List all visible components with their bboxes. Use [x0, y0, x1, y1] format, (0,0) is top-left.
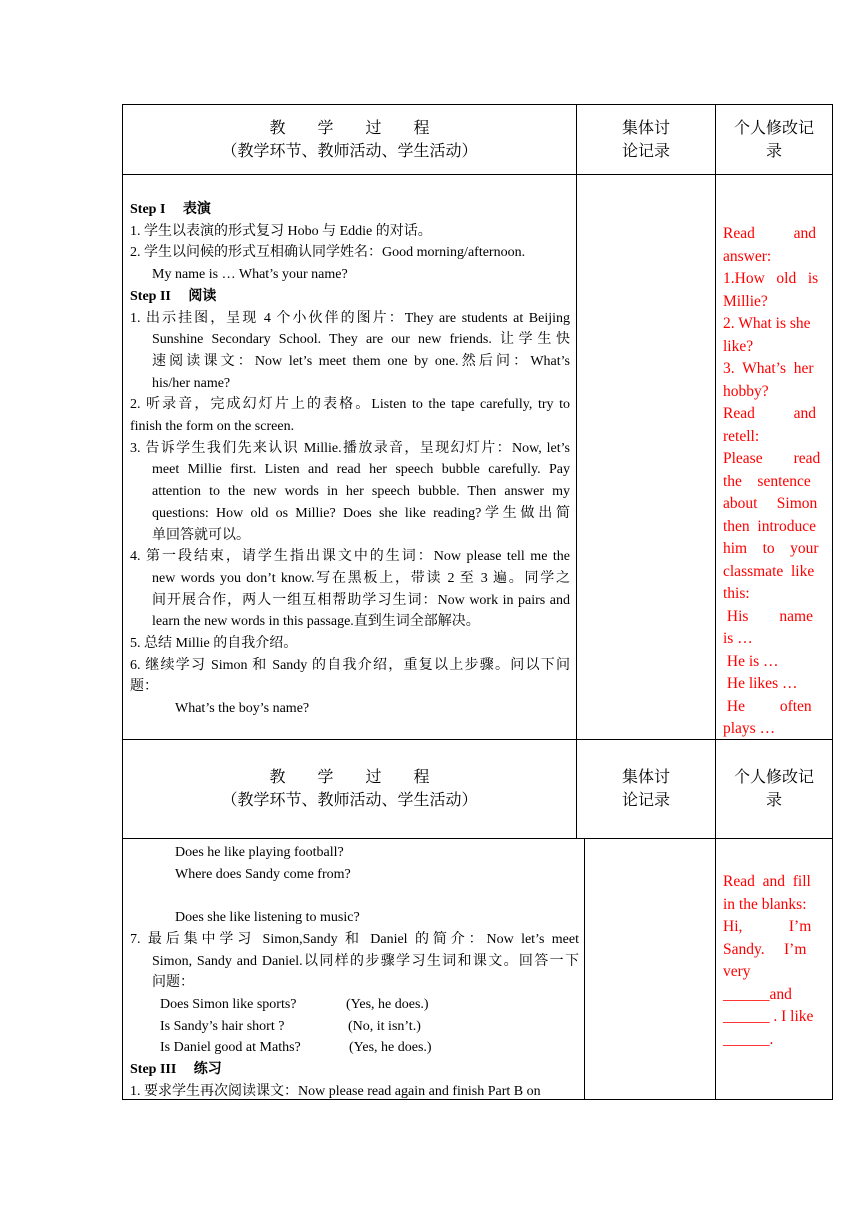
note-line: Millie?: [723, 292, 768, 310]
revision-label-line1: 个人修改记: [733, 769, 814, 786]
title-char: 学: [317, 769, 334, 786]
note-line: is …: [723, 630, 753, 647]
text-line: new words you don’t know.写在黑板上，带读 2 至 3 遍。同学之: [152, 570, 570, 586]
title-char: 过: [365, 769, 382, 786]
title-char: 教: [269, 120, 286, 137]
note-line: him to your: [723, 540, 819, 557]
step-title: 练习: [193, 1062, 222, 1078]
text-line: 问题：: [152, 975, 194, 991]
text-line: Where does Sandy come from?: [175, 866, 351, 882]
text-line: 2. 学生以问候的形式互相确认同学姓名：Good morning/afternoon.: [130, 245, 526, 261]
process-title: [123, 766, 576, 789]
note-line: answer:: [723, 247, 772, 265]
text-line: What’s the boy’s name?: [175, 701, 310, 717]
text-line: 6. 继续学习 Simon 和 Sandy 的自我介绍，重复以上步骤。问以下问: [130, 657, 570, 673]
qa-answer: (No, it isn’t.): [348, 1018, 421, 1034]
step1-heading: [130, 199, 570, 221]
note-line: He often: [723, 697, 812, 715]
discussion-label-line2: 论记录: [621, 143, 670, 160]
qa-row: [130, 994, 579, 1016]
title-char: 程: [413, 120, 430, 137]
text-line: 3. 告诉学生我们先来认识 Millie.播放录音，呈现幻灯片：Now, let’s: [130, 440, 570, 456]
text-line: finish the form on the screen.: [130, 419, 295, 435]
discussion-label-line1: 集体讨: [621, 120, 670, 137]
title-char: 学: [317, 120, 334, 137]
discussion-label-line1: 集体讨: [621, 769, 670, 786]
table2-header-divider: [122, 838, 833, 839]
step-label: Step III: [130, 1062, 177, 1078]
note-line: then introduce: [723, 517, 816, 535]
table1-header-revision: [716, 117, 832, 163]
qa-row: [130, 1037, 579, 1059]
step3-heading: [130, 1059, 579, 1081]
step-label: Step II: [130, 288, 171, 304]
table2-right-border: [832, 739, 833, 1100]
note-line: very: [723, 963, 751, 980]
text-line: Does she like listening to music?: [175, 910, 360, 926]
note-line: He likes …: [723, 675, 798, 692]
text-line: My name is … What’s your name?: [152, 267, 348, 283]
note-line: His name: [723, 607, 813, 625]
text-line: 速阅读课文：Now let’s meet them one by one.然后问：What’s: [152, 353, 570, 369]
note-line: Read and: [723, 225, 816, 242]
note-line: classmate like: [723, 562, 815, 580]
text-line: 单回答就可以。: [152, 527, 250, 543]
title-char: 程: [413, 769, 430, 786]
revision-label-line2: 录: [765, 143, 782, 160]
revision-label-line1: 个人修改记: [733, 120, 814, 137]
note-line: ______.: [723, 1030, 774, 1048]
text-line: 5. 总结 Millie 的自我介绍。: [130, 636, 298, 652]
text-line: 7. 最后集中学习 Simon,Sandy 和 Daniel 的简介：Now let’s meet: [130, 931, 579, 947]
blank-line: [130, 885, 579, 907]
table2-header-process: [123, 766, 576, 812]
text-line: 2. 听录音，完成幻灯片上的表格。Listen to the tape carefully, try to: [130, 397, 570, 413]
table2-header-discussion: [577, 766, 715, 812]
note-line: ______ . I like: [723, 1008, 814, 1025]
text-line: 1. 学生以表演的形式复习 Hobo 与 Eddie 的对话。: [130, 223, 432, 239]
qa-row: [130, 1016, 579, 1038]
table1-col-divider-2: [715, 104, 716, 740]
revision-label-line2: 录: [765, 792, 782, 809]
qa-question: Does Simon like sports?: [160, 996, 297, 1012]
text-line: questions: How old os Millie? Does she like reading?学生做出简: [152, 505, 570, 521]
qa-answer: (Yes, he does.): [346, 996, 429, 1012]
note-line: He is …: [723, 652, 779, 670]
note-line: in the blanks:: [723, 895, 807, 913]
text-line: Does he like playing football?: [175, 845, 344, 860]
note-line: 3. What’s her: [723, 360, 814, 377]
text-line: learn the new words in this passage.直到生词全部解决。: [152, 614, 480, 630]
table1-left-border: [122, 104, 123, 740]
table2-header-revision: [716, 766, 832, 812]
text-line: Sunshine Secondary School. They are our new friends. 让学生快: [152, 332, 570, 348]
step-title: 表演: [182, 202, 211, 217]
step-label: Step I: [130, 202, 166, 217]
text-line: 间开展合作，两人一组互相帮助学习生词：Now work in pairs and: [152, 592, 570, 608]
note-line: 1.How old is: [723, 270, 819, 287]
qa-answer: (Yes, he does.): [349, 1040, 432, 1056]
note-line: retell:: [723, 427, 760, 445]
process-subtitle: （教学环节、教师活动、学生活动）: [221, 792, 478, 809]
note-line: Read and fill: [723, 873, 811, 890]
text-line: his/her name?: [152, 375, 231, 391]
text-line: attention to the new words in her speech bubble. Then answer my: [152, 484, 570, 500]
discussion-label-line2: 论记录: [621, 792, 670, 809]
note-line: Read and: [723, 405, 816, 422]
step2-heading: [130, 286, 570, 308]
qa-question: Is Daniel good at Maths?: [160, 1040, 301, 1056]
text-line: 1. 出示挂图，呈现 4 个小伙伴的图片：They are students at Beijing: [130, 310, 570, 326]
note-line: Sandy. I’m: [723, 940, 807, 958]
table1-header-discussion: [577, 117, 715, 163]
note-line: like?: [723, 337, 754, 355]
table1-top-border: [122, 104, 833, 105]
note-line: plays …: [723, 720, 776, 737]
note-line: Hi, I’m: [723, 918, 812, 935]
section1-revision-notes: [723, 223, 825, 741]
text-line: Simon, Sandy and Daniel.以同样的步骤学习生词和课文。回答一下: [152, 953, 579, 969]
table1-header-process: [123, 117, 576, 163]
text-line: meet Millie first. Listen and read her speech bubble carefully. Pay: [152, 462, 570, 478]
text-line: 4. 第一段结束，请学生指出课文中的生词：Now please tell me the: [130, 549, 570, 565]
title-char: 教: [269, 769, 286, 786]
text-line: 题：: [130, 679, 158, 695]
section2-process-content: [130, 842, 579, 1102]
note-line: about Simon: [723, 495, 818, 512]
qa-question: Is Sandy’s hair short ?: [160, 1018, 285, 1034]
table1-col-divider-1: [576, 104, 577, 740]
note-line: hobby?: [723, 382, 769, 400]
table2-body-col-divider-1: [584, 838, 585, 1100]
title-char: 过: [365, 120, 382, 137]
table1-header-divider: [122, 174, 833, 175]
note-line: this:: [723, 585, 750, 602]
section2-revision-notes: [723, 871, 825, 1051]
process-title: [123, 117, 576, 140]
table1-right-border: [832, 104, 833, 740]
note-line: the sentence: [723, 472, 811, 490]
note-line: Please read: [723, 450, 821, 467]
section1-process-content: [130, 199, 570, 720]
step-title: 阅读: [188, 288, 217, 304]
process-subtitle: （教学环节、教师活动、学生活动）: [221, 143, 478, 160]
text-line: 1. 要求学生再次阅读课文：Now please read again and finish Part B on: [130, 1083, 541, 1099]
note-line: ______and: [723, 985, 792, 1003]
note-line: 2. What is she: [723, 315, 811, 332]
